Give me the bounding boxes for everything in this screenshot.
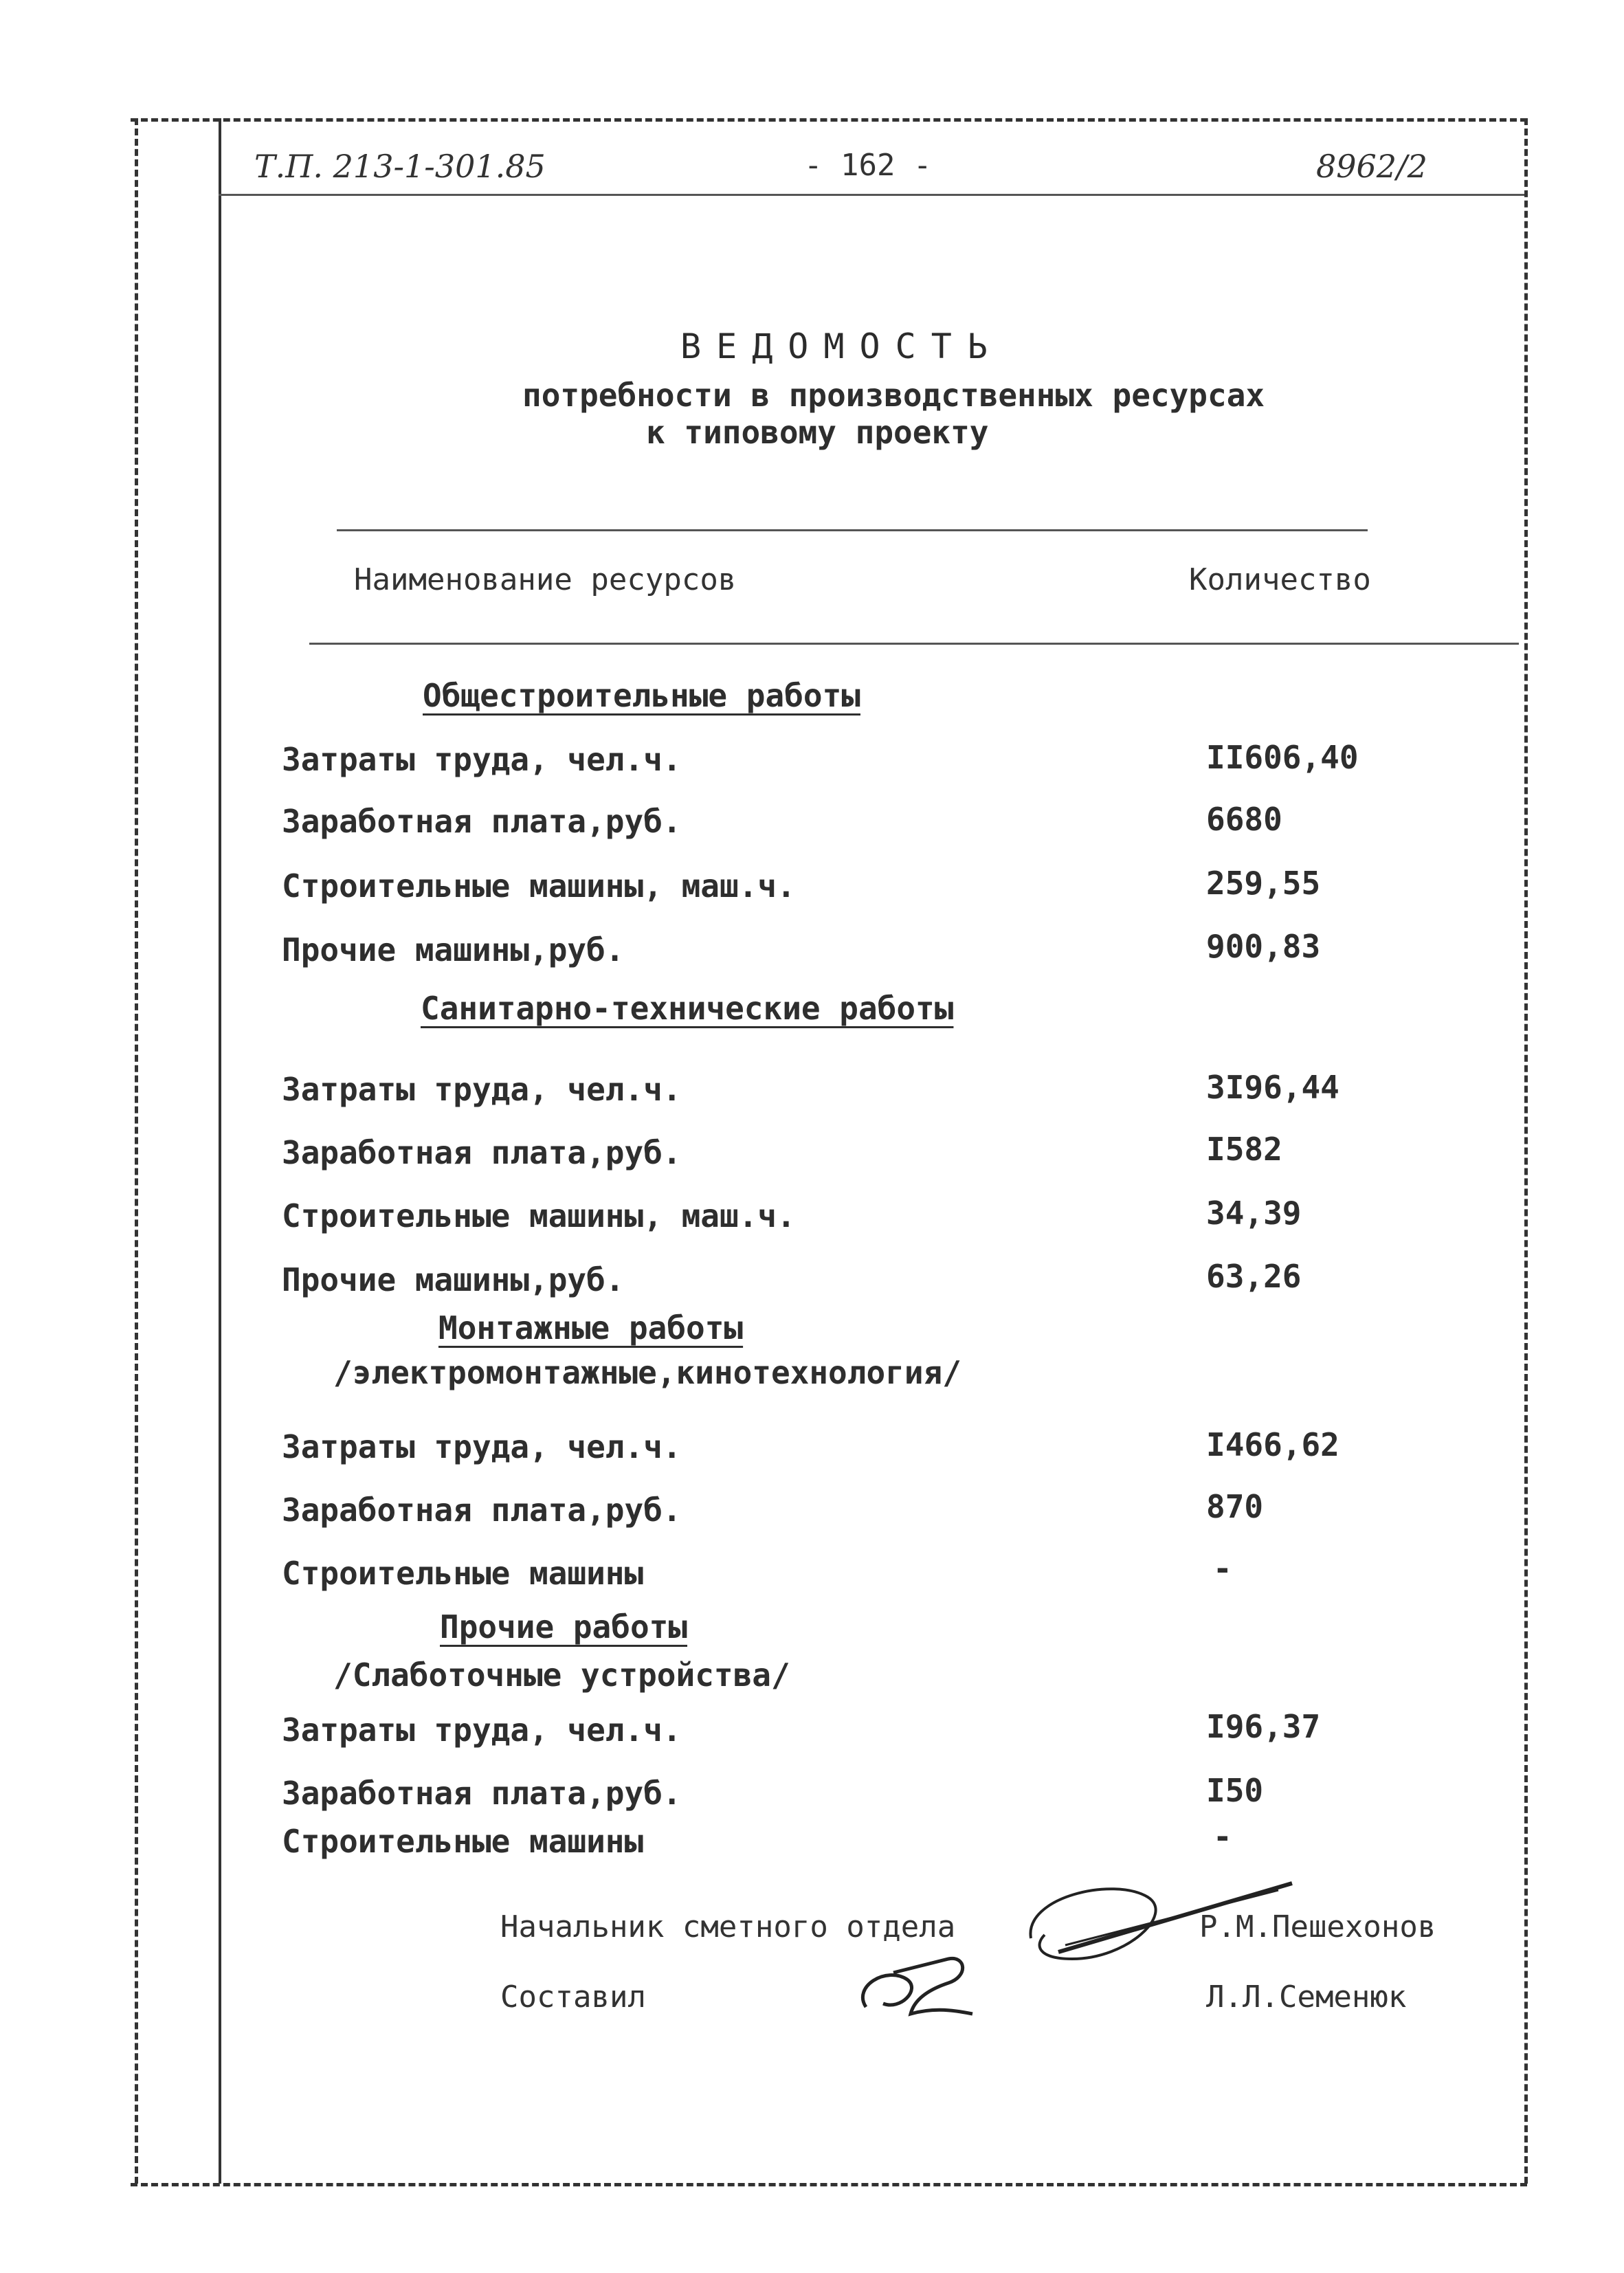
frame-left-margin-line — [135, 118, 138, 2184]
frame-top-line — [131, 118, 1527, 122]
column-header-name: Наименование ресурсов — [354, 562, 737, 597]
table-row-value: 63,26 — [1206, 1258, 1302, 1295]
frame-left-line — [219, 118, 221, 2184]
section-subtitle: /Слаботочные устройства/ — [333, 1656, 790, 1694]
section-subtitle: /электромонтажные,кинотехнология/ — [333, 1354, 961, 1391]
table-row-value: I466,62 — [1206, 1426, 1339, 1463]
signature-role-compiler: Составил — [500, 1980, 646, 2015]
signature-role-chief: Начальник сметного отдела — [500, 1909, 956, 1944]
table-row-value: I582 — [1206, 1131, 1282, 1168]
table-row-label: Затраты труда, чел.ч. — [282, 1071, 682, 1108]
column-header-quantity: Количество — [1189, 562, 1371, 597]
frame-bottom-line — [131, 2183, 1527, 2186]
table-row-label: Строительные машины, маш.ч. — [282, 1197, 796, 1234]
signature-name-chief: Р.М.Пешехонов — [1199, 1909, 1436, 1944]
table-header-bottom-rule — [309, 643, 1519, 645]
table-top-rule — [337, 529, 1368, 531]
table-row-value: 259,55 — [1206, 865, 1321, 902]
section-title: Общестроительные работы — [423, 677, 860, 714]
table-row-label: Строительные машины, маш.ч. — [282, 867, 796, 905]
document-subtitle-line2: к типовому проекту — [646, 414, 989, 451]
document-subtitle-line1: потребности в производственных ресурсах — [522, 377, 1265, 414]
table-row-label: Заработная плата,руб. — [282, 1492, 682, 1529]
header-sheet-number: 8962/2 — [1316, 148, 1427, 185]
document-title: ВЕДОМОСТЬ — [680, 326, 1003, 366]
table-row-value: - — [1213, 1818, 1232, 1855]
table-row-value: I96,37 — [1206, 1708, 1321, 1745]
table-row-value: 3I96,44 — [1206, 1069, 1339, 1106]
table-row-value: 900,83 — [1206, 928, 1321, 965]
table-row-value: 34,39 — [1206, 1195, 1302, 1232]
section-title: Прочие работы — [440, 1608, 688, 1645]
section-title: Санитарно-технические работы — [421, 990, 954, 1027]
table-row-label: Затраты труда, чел.ч. — [282, 1711, 682, 1749]
table-row-label: Заработная плата,руб. — [282, 1134, 682, 1171]
table-row-value: 6680 — [1206, 801, 1282, 838]
table-row-value: II606,40 — [1206, 739, 1359, 776]
table-row-label: Затраты труда, чел.ч. — [282, 1428, 682, 1465]
table-row-label: Строительные машины — [282, 1555, 644, 1592]
header-bottom-line — [219, 194, 1524, 196]
table-row-value: 870 — [1206, 1488, 1264, 1525]
handwritten-signature-compiler — [845, 1945, 983, 2028]
table-row-value: - — [1213, 1550, 1232, 1587]
header-code: Т.П. 213-1-301.85 — [254, 148, 546, 185]
section-title: Монтажные работы — [438, 1309, 744, 1346]
header-page-number: - 162 - — [804, 148, 932, 183]
table-row-label: Прочие машины,руб. — [282, 931, 625, 968]
table-row-value: I50 — [1206, 1772, 1264, 1809]
signature-name-compiler: Л.Л.Семенюк — [1206, 1980, 1407, 2015]
table-row-label: Затраты труда, чел.ч. — [282, 741, 682, 778]
table-row-label: Строительные машины — [282, 1823, 644, 1860]
table-row-label: Заработная плата,руб. — [282, 1775, 682, 1812]
handwritten-signature-chief — [1017, 1856, 1306, 1993]
table-row-label: Прочие машины,руб. — [282, 1261, 625, 1298]
table-row-label: Заработная плата,руб. — [282, 803, 682, 840]
frame-right-line — [1524, 118, 1528, 2184]
